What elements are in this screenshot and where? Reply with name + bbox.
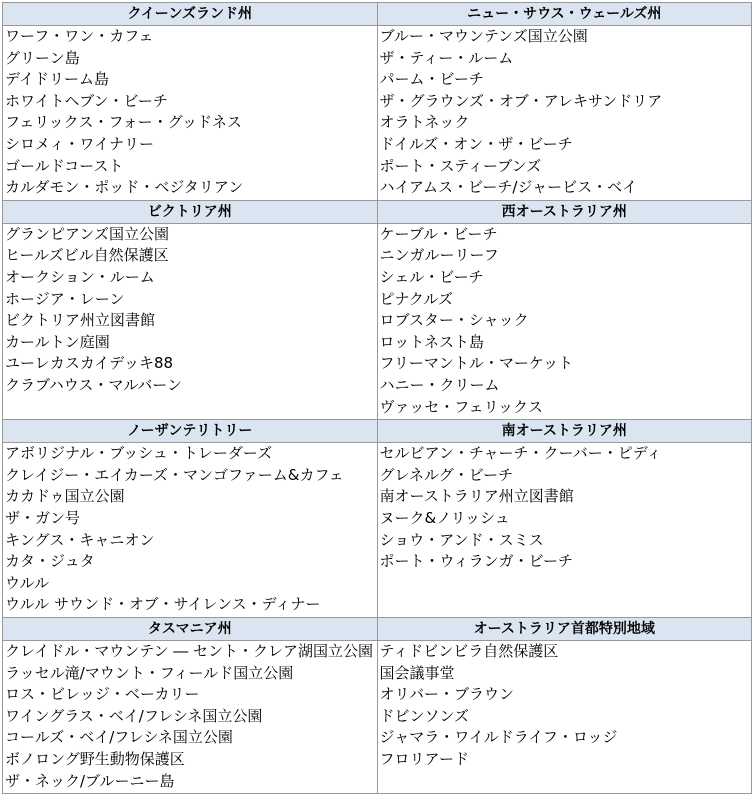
place-item: ウルル サウンド・オブ・サイレンス・ディナー — [5, 595, 321, 614]
place-item: ヴァッセ・フェリックス — [379, 397, 543, 416]
place-item: ハイアムス・ビーチ/ジャービス・ベイ — [379, 178, 638, 197]
place-item: クレイジー・エイカーズ・マンゴファーム&カフェ — [5, 465, 344, 484]
region-places-cell — [377, 26, 752, 201]
place-item: パーム・ビーチ — [379, 70, 484, 89]
place-item: デイドリーム島 — [5, 70, 109, 89]
place-item: ドビンソンズ — [379, 706, 470, 725]
place-item: カタ・ジュタ — [5, 552, 95, 571]
place-item: ポート・スティーブンズ — [379, 156, 542, 175]
place-item: ザ・ネック/ブルーニー島 — [5, 771, 175, 790]
place-item: ロス・ビレッジ・ベーカリー — [5, 685, 200, 704]
region-places-cell — [377, 223, 752, 419]
place-item: コールズ・ベイ/フレシネ国立公園 — [5, 728, 233, 747]
region-places-cell — [377, 640, 752, 793]
place-item: ラッセル滝/マウント・フィールド国立公園 — [5, 663, 294, 682]
place-item: ハニー・クリーム — [379, 375, 500, 394]
place-item: セルビアン・チャーチ・クーバー・ピディ — [379, 444, 662, 463]
place-item: フロリアード — [379, 749, 470, 768]
region-places-cell — [3, 223, 378, 419]
place-item: ケーブル・ビーチ — [379, 224, 498, 243]
place-item: ユーレカスカイデッキ88 — [5, 354, 174, 373]
region-header-row — [3, 617, 752, 640]
region-header-row — [3, 3, 752, 26]
region-title: 南オーストラリア州 — [377, 420, 752, 443]
place-item: カカドゥ国立公園 — [5, 487, 125, 506]
region-title: クイーンズランド州 — [3, 3, 378, 26]
place-item: ポート・ウィランガ・ビーチ — [379, 552, 574, 571]
place-item: オークション・ルーム — [5, 267, 155, 286]
place-item: ロブスター・シャック — [379, 311, 529, 330]
place-item: 南オーストラリア州立図書館 — [379, 487, 574, 506]
region-body-row — [3, 223, 752, 419]
place-item: ワイングラス・ベイ/フレシネ国立公園 — [5, 706, 263, 725]
region-title: 西オーストラリア州 — [377, 200, 752, 223]
place-item: ティドビンビラ自然保護区 — [379, 641, 559, 660]
place-item: ゴールドコースト — [5, 156, 124, 175]
place-item: シェル・ビーチ — [379, 267, 484, 286]
place-item: ザ・ガン号 — [5, 508, 81, 527]
place-item: ブルー・マウンテンズ国立公園 — [379, 27, 588, 45]
region-title: タスマニア州 — [3, 617, 378, 640]
place-item: ウルル — [5, 573, 50, 592]
place-item: グリーン島 — [5, 48, 80, 67]
region-title: ビクトリア州 — [3, 200, 378, 223]
region-body-row — [3, 26, 752, 201]
place-item: フリーマントル・マーケット — [379, 354, 574, 373]
region-title: ニュー・サウス・ウェールズ州 — [377, 3, 752, 26]
region-places-cell — [3, 640, 378, 793]
place-item: カルダモン・ポッド・ベジタリアン — [5, 178, 244, 197]
place-item: オラトネック — [379, 113, 470, 132]
places-table-body — [3, 3, 752, 794]
place-item: ヒールズビル自然保護区 — [5, 246, 169, 265]
place-item: ニンガルーリーフ — [379, 246, 499, 265]
place-item: ドイルズ・オン・ザ・ビーチ — [379, 134, 573, 153]
place-item: グランピアンズ国立公園 — [5, 224, 169, 243]
region-title: ノーザンテリトリー — [3, 420, 378, 443]
place-item: ボノロング野生動物保護区 — [5, 749, 185, 768]
region-places-cell — [3, 443, 378, 618]
place-item: ピナクルズ — [379, 289, 454, 308]
place-item: ヌーク&ノリッシュ — [379, 508, 510, 527]
place-item: ビクトリア州立図書館 — [5, 311, 156, 330]
region-header-row — [3, 420, 752, 443]
place-item: キングス・キャニオン — [5, 530, 155, 549]
place-item: ショウ・アンド・スミス — [379, 530, 544, 549]
place-item: オリバー・ブラウン — [379, 685, 515, 704]
place-item: フェリックス・フォー・グッドネス — [5, 113, 242, 132]
place-item: シロメィ・ワイナリー — [5, 134, 154, 153]
place-item: ザ・グラウンズ・オブ・アレキサンドリア — [379, 91, 663, 110]
region-places-cell — [3, 26, 378, 201]
place-item: クラブハウス・マルバーン — [5, 375, 183, 394]
place-item: ザ・ティー・ルーム — [379, 48, 514, 67]
region-title: オーストラリア首都特別地域 — [377, 617, 752, 640]
place-item: ホージア・レーン — [5, 289, 125, 308]
place-item: 国会議事堂 — [379, 663, 455, 682]
place-item: アボリジナル・ブッシュ・トレーダーズ — [5, 444, 273, 463]
place-item: クレイドル・マウンテン ― セント・クレア湖国立公園 — [5, 641, 374, 660]
places-table — [2, 2, 752, 794]
region-body-row — [3, 443, 752, 618]
place-item: ホワイトヘブン・ビーチ — [5, 91, 168, 110]
place-item: グレネルグ・ビーチ — [379, 465, 514, 484]
place-item: ジャマラ・ワイルドライフ・ロッジ — [379, 728, 618, 747]
region-places-cell — [377, 443, 752, 618]
region-header-row — [3, 200, 752, 223]
place-item: カールトン庭園 — [5, 332, 110, 351]
place-item: ロットネスト島 — [379, 332, 485, 351]
region-body-row — [3, 640, 752, 793]
place-item: ワーフ・ワン・カフェ — [5, 27, 154, 45]
